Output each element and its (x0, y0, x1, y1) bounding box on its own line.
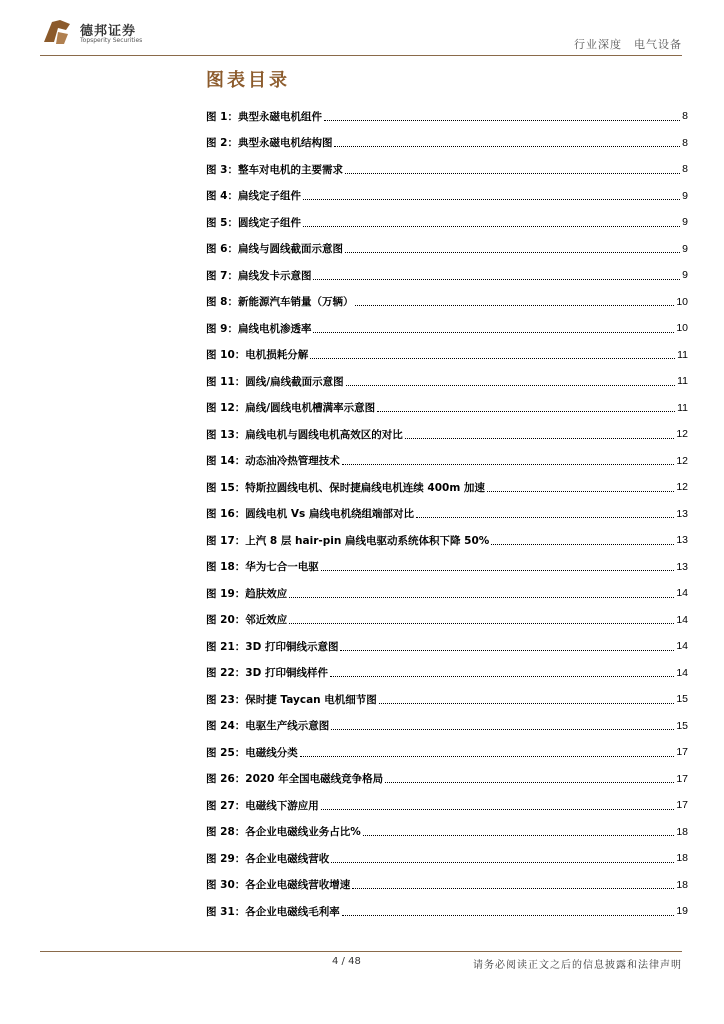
toc-entry-label: 图 29：各企业电磁线营收 (206, 852, 330, 865)
toc-entry-label: 图 28：各企业电磁线业务占比% (206, 826, 361, 839)
toc-entry-label: 图 9：扁线电机渗透率 (206, 322, 312, 335)
toc-entry[interactable] (206, 236, 688, 263)
toc-entry-label: 图 12：扁线/圆线电机槽满率示意图 (206, 402, 376, 415)
toc-entry[interactable] (206, 501, 688, 528)
toc-entry[interactable] (206, 819, 688, 846)
toc-leader-dots (352, 888, 674, 889)
toc-entry[interactable] (206, 342, 688, 369)
toc-entry[interactable] (206, 898, 688, 925)
toc-entry-label: 图 22：3D 打印铜线样件 (206, 667, 328, 680)
header-divider (40, 55, 682, 56)
logo-text: 德邦证券 (80, 24, 137, 39)
toc-leader-dots (330, 676, 674, 677)
toc-leader-dots (416, 517, 674, 518)
toc-entry[interactable] (206, 580, 688, 607)
toc-entry[interactable] (206, 660, 688, 687)
toc-entry[interactable] (206, 739, 688, 766)
toc-leader-dots (303, 226, 680, 227)
toc-leader-dots (310, 358, 675, 359)
toc-entry-page: 11 (677, 348, 688, 361)
toc-entry[interactable] (206, 527, 688, 554)
toc-entry-label: 图 3：整车对电机的主要需求 (206, 163, 343, 176)
toc-entry-label: 图 27：电磁线下游应用 (206, 799, 319, 812)
toc-entry-page: 9 (682, 216, 688, 229)
toc-leader-dots (313, 279, 680, 280)
table-of-figures (206, 103, 688, 925)
toc-leader-dots (289, 623, 674, 624)
toc-entry-page: 10 (676, 295, 688, 308)
toc-entry[interactable] (206, 554, 688, 581)
toc-leader-dots (487, 491, 674, 492)
logo-subtext: Topsperity Securities (80, 37, 143, 44)
toc-entry[interactable] (206, 315, 688, 342)
toc-entry-label: 图 20：邻近效应 (206, 614, 288, 627)
toc-entry-page: 9 (682, 269, 688, 282)
toc-entry[interactable] (206, 421, 688, 448)
toc-entry[interactable] (206, 368, 688, 395)
toc-entry-label: 图 10：电机损耗分解 (206, 349, 309, 362)
toc-entry-page: 9 (682, 242, 688, 255)
toc-entry-page: 15 (676, 719, 688, 732)
toc-leader-dots (321, 570, 675, 571)
toc-leader-dots (321, 809, 675, 810)
page-number: 4 / 48 (332, 956, 361, 967)
toc-entry[interactable] (206, 845, 688, 872)
toc-entry-label: 图 19：趋肤效应 (206, 587, 288, 600)
toc-entry-page: 12 (676, 428, 688, 441)
toc-entry[interactable] (206, 766, 688, 793)
page-title: 图表目录 (206, 70, 290, 91)
toc-entry-page: 8 (682, 136, 688, 149)
toc-entry-page: 12 (676, 454, 688, 467)
toc-entry-page: 10 (676, 322, 688, 335)
toc-entry-label: 图 16：圆线电机 Vs 扁线电机绕组端部对比 (206, 508, 414, 521)
toc-entry-label: 图 5：圆线定子组件 (206, 216, 301, 229)
toc-entry-page: 12 (676, 481, 688, 494)
toc-entry-label: 图 7：扁线发卡示意图 (206, 269, 312, 282)
toc-entry-page: 9 (682, 189, 688, 202)
toc-entry-page: 18 (676, 852, 688, 865)
toc-entry[interactable] (206, 209, 688, 236)
toc-entry-page: 14 (676, 587, 688, 600)
toc-entry-label: 图 25：电磁线分类 (206, 746, 298, 759)
toc-entry[interactable] (206, 395, 688, 422)
logo-mark-icon (40, 16, 74, 48)
toc-leader-dots (355, 305, 674, 306)
toc-entry-label: 图 11：圆线/扁线截面示意图 (206, 375, 344, 388)
toc-leader-dots (340, 650, 674, 651)
toc-leader-dots (313, 332, 674, 333)
toc-leader-dots (331, 729, 674, 730)
toc-entry-page: 8 (682, 163, 688, 176)
toc-leader-dots (491, 544, 674, 545)
toc-entry-label: 图 8：新能源汽车销量（万辆） (206, 296, 354, 309)
toc-entry-page: 13 (676, 507, 688, 520)
toc-entry-label: 图 17：上汽 8 层 hair-pin 扁线电驱动系统体积下降 50% (206, 534, 490, 547)
toc-entry[interactable] (206, 289, 688, 316)
toc-entry[interactable] (206, 448, 688, 475)
toc-entry-label: 图 30：各企业电磁线营收增速 (206, 879, 351, 892)
toc-entry-page: 8 (682, 110, 688, 123)
toc-entry[interactable] (206, 156, 688, 183)
toc-leader-dots (303, 199, 680, 200)
toc-entry-page: 14 (676, 640, 688, 653)
toc-leader-dots (377, 411, 675, 412)
toc-entry-page: 18 (676, 825, 688, 838)
toc-entry-page: 11 (677, 375, 688, 388)
toc-entry-page: 17 (676, 772, 688, 785)
toc-entry-page: 13 (676, 560, 688, 573)
toc-entry-label: 图 1：典型永磁电机组件 (206, 110, 322, 123)
toc-entry-label: 图 26：2020 年全国电磁线竞争格局 (206, 773, 384, 786)
toc-entry-label: 图 13：扁线电机与圆线电机高效区的对比 (206, 428, 403, 441)
toc-entry-label: 图 6：扁线与圆线截面示意图 (206, 243, 343, 256)
toc-entry[interactable] (206, 686, 688, 713)
toc-leader-dots (289, 597, 674, 598)
footer-divider (40, 951, 682, 952)
toc-leader-dots (342, 915, 675, 916)
toc-entry[interactable] (206, 262, 688, 289)
toc-leader-dots (331, 862, 674, 863)
toc-entry-page: 11 (677, 401, 688, 414)
toc-entry-page: 13 (676, 534, 688, 547)
toc-entry-page: 19 (676, 905, 688, 918)
toc-entry-label: 图 2：典型永磁电机结构图 (206, 137, 333, 150)
toc-entry[interactable] (206, 792, 688, 819)
toc-entry[interactable] (206, 713, 688, 740)
toc-entry-page: 15 (676, 693, 688, 706)
toc-leader-dots (363, 835, 675, 836)
toc-entry[interactable] (206, 183, 688, 210)
toc-entry-label: 图 14：动态油冷热管理技术 (206, 455, 340, 468)
toc-leader-dots (405, 438, 675, 439)
toc-entry[interactable] (206, 872, 688, 899)
toc-leader-dots (342, 464, 675, 465)
toc-leader-dots (345, 173, 680, 174)
company-logo (40, 16, 170, 48)
toc-entry-label: 图 24：电驱生产线示意图 (206, 720, 330, 733)
toc-entry[interactable] (206, 607, 688, 634)
toc-leader-dots (334, 146, 680, 147)
toc-entry-label: 图 4：扁线定子组件 (206, 190, 301, 203)
toc-leader-dots (346, 385, 675, 386)
toc-entry[interactable] (206, 130, 688, 157)
toc-entry-label: 图 15：特斯拉圆线电机、保时捷扁线电机连续 400m 加速 (206, 481, 485, 494)
toc-entry[interactable] (206, 474, 688, 501)
toc-entry-label: 图 21：3D 打印铜线示意图 (206, 640, 339, 653)
disclaimer-note: 请务必阅读正文之后的信息披露和法律声明 (473, 960, 682, 971)
toc-leader-dots (324, 120, 680, 121)
toc-leader-dots (300, 756, 675, 757)
toc-entry-page: 18 (676, 878, 688, 891)
toc-entry[interactable] (206, 103, 688, 130)
toc-entry-label: 图 23：保时捷 Taycan 电机细节图 (206, 693, 377, 706)
toc-entry-page: 14 (676, 613, 688, 626)
toc-entry-label: 图 31：各企业电磁线毛利率 (206, 905, 340, 918)
toc-entry-page: 17 (676, 799, 688, 812)
toc-entry-page: 14 (676, 666, 688, 679)
toc-entry[interactable] (206, 633, 688, 660)
toc-leader-dots (385, 782, 674, 783)
toc-entry-label: 图 18：华为七合一电驱 (206, 561, 319, 574)
toc-leader-dots (379, 703, 675, 704)
toc-leader-dots (345, 252, 680, 253)
toc-entry-page: 17 (676, 746, 688, 759)
report-category: 行业深度 电气设备 (574, 38, 682, 51)
